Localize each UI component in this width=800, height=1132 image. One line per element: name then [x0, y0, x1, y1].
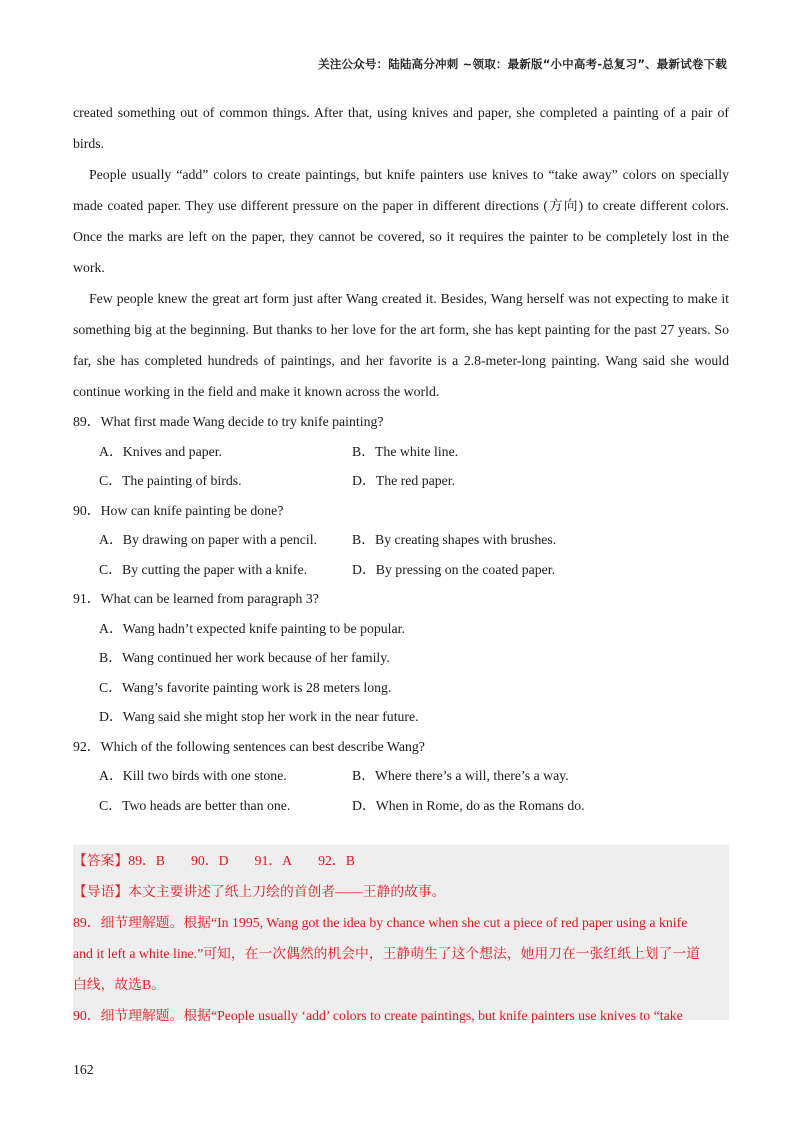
option-a: A．Kill two birds with one stone. — [99, 768, 287, 783]
options — [73, 525, 729, 584]
paragraph: People usually “add” colors to create paintings, but knife painters use knives to “take away” colors on specially made coated paper. They use different pressure on the paper in different directions (方向) to create different colors. Once the marks are left on the paper, they cannot be covered, so it requires the painter to be completely lost in the work. — [73, 167, 729, 275]
question-stem: 91．What can be learned from paragraph 3? — [73, 591, 319, 606]
option-d: D．The red paper. — [352, 473, 456, 488]
answer-label: 【答案】 — [73, 853, 129, 868]
article-body — [73, 97, 729, 820]
question-stem: 90．How can knife painting be done? — [73, 502, 284, 518]
paragraph: created something out of common things. After that, using knives and paper, she completed a painting of a pair of birds. — [73, 105, 729, 151]
answer-item: 89．B — [128, 853, 165, 868]
option-a: A．Knives and paper. — [99, 443, 222, 459]
option-b: B．By creating shapes with brushes. — [352, 532, 557, 547]
option-c: C．Wang’s favorite painting work is 28 meters long. — [99, 679, 392, 695]
question-stem: 92．Which of the following sentences can best describe Wang? — [73, 738, 425, 754]
explanation-line: 90．细节理解题。根据“People usually ‘add’ colors to create paintings, but knife painters use knives to “take — [73, 1008, 683, 1023]
explanation-line: 白线，故选B。 — [73, 977, 165, 992]
option-d: D．Wang said she might stop her work in the near future. — [99, 709, 419, 724]
question-89 — [73, 407, 729, 496]
page-header: 关注公众号：陆陆高分冲刺 ~领取：最新版“小中高考-总复习”、最新试卷下载 — [318, 57, 727, 71]
paragraph: Few people knew the great art form just after Wang created it. Besides, Wang herself was not expecting to make it something big at the beginning. But thanks to her love for the art form, she has kept painting for the past 27 years. So far, she has completed hundreds of paintings, and her favorite is a 2.8-meter-long painting. Wang said she would continue working in the field and make it known across the world. — [73, 291, 729, 399]
question-92 — [73, 732, 729, 821]
option-c: C．The painting of birds. — [99, 473, 242, 488]
option-d: D．By pressing on the coated paper. — [352, 561, 556, 577]
option-a: A．By drawing on paper with a pencil. — [99, 532, 318, 547]
question-stem: 89．What first made Wang decide to try knife painting? — [73, 414, 384, 429]
guide-text: 【导语】本文主要讲述了纸上刀绘的首创者——王静的故事。 — [73, 884, 446, 899]
question-90 — [73, 496, 729, 585]
answer-item: 90．D — [190, 853, 229, 868]
option-b: B．Where there’s a will, there’s a way. — [352, 768, 569, 783]
page-number: 162 — [73, 1062, 94, 1077]
answer-key — [73, 845, 729, 876]
option-a: A．Wang hadn’t expected knife painting to be popular. — [99, 620, 405, 636]
options — [73, 761, 729, 820]
answer-item: 92．B — [318, 853, 355, 868]
option-c: C．Two heads are better than one. — [99, 797, 291, 813]
option-b: B．The white line. — [352, 443, 459, 459]
answer-item: 91．A — [254, 853, 293, 868]
options — [73, 614, 729, 732]
option-b: B．Wang continued her work because of her family. — [99, 650, 390, 665]
answer-section — [73, 845, 729, 1023]
option-d: D．When in Rome, do as the Romans do. — [352, 797, 585, 813]
question-91 — [73, 584, 729, 732]
option-c: C．By cutting the paper with a knife. — [99, 561, 308, 577]
explanation-line: 89．细节理解题。根据“In 1995, Wang got the idea by chance when she cut a piece of red paper using a knife — [73, 915, 688, 930]
explanation-line: and it left a white line.”可知，在一次偶然的机会中，王静萌生了这个想法，她用刀在一张红纸上划了一道 — [73, 946, 700, 961]
options — [73, 437, 729, 496]
